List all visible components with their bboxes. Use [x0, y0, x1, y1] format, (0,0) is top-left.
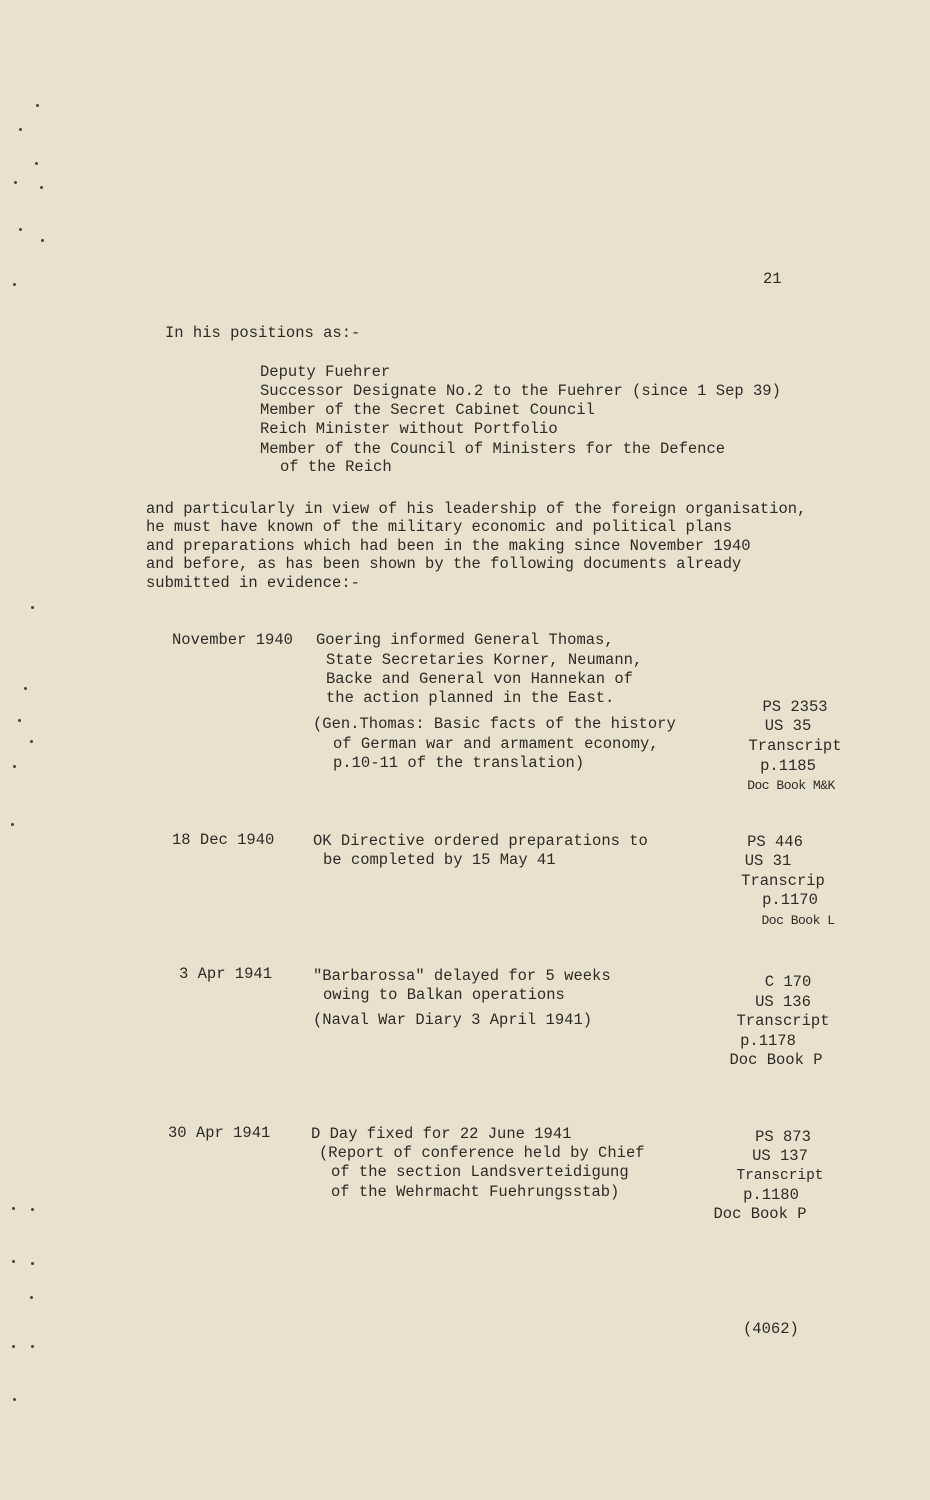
margin-speck	[40, 186, 43, 189]
margin-speck	[13, 283, 16, 286]
paragraph-line: and particularly in view of his leadership of the foreign organisation,	[146, 500, 807, 518]
margin-speck	[31, 606, 34, 609]
margin-speck	[12, 1207, 15, 1210]
margin-speck	[19, 128, 22, 131]
entry-date: 30 Apr 1941	[168, 1124, 271, 1142]
doc-ref: Doc Book M&K	[747, 778, 835, 793]
entry-text: Goering informed General Thomas,	[316, 631, 614, 649]
doc-ref: p.1180	[743, 1186, 799, 1204]
margin-speck	[31, 1345, 34, 1348]
doc-ref: US 35	[764, 717, 812, 735]
margin-speck	[14, 181, 17, 184]
doc-ref: Doc Book L	[761, 913, 835, 928]
position-item: Reich Minister without Portfolio	[260, 420, 558, 438]
paragraph-line: submitted in evidence:-	[146, 574, 360, 592]
position-item: Deputy Fuehrer	[260, 363, 391, 381]
doc-ref: Transcrip	[741, 872, 825, 890]
footer-code: (4062)	[743, 1320, 799, 1338]
margin-speck	[30, 740, 33, 743]
entry-source: of the section Landsverteidigung	[331, 1163, 629, 1181]
doc-ref: US 136	[755, 993, 811, 1011]
margin-speck	[18, 719, 21, 722]
margin-speck	[24, 687, 27, 690]
entry-source: of German war and armament economy,	[333, 735, 659, 753]
position-item: Member of the Secret Cabinet Council	[260, 401, 595, 419]
entry-text: the action planned in the East.	[326, 689, 615, 707]
page-number: 21	[763, 270, 782, 288]
entry-text: Backe and General von Hannekan of	[326, 670, 633, 688]
paragraph-line: he must have known of the military economic and political plans	[146, 518, 732, 536]
position-item: Member of the Council of Ministers for the Defence	[260, 440, 726, 458]
entry-text: OK Directive ordered preparations to	[313, 832, 648, 850]
entry-date: 3 Apr 1941	[179, 965, 273, 983]
position-item-continued: of the Reich	[280, 458, 392, 476]
intro-line: In his positions as:-	[165, 324, 361, 342]
entry-source: p.10-11 of the translation)	[333, 754, 585, 772]
margin-speck	[36, 104, 39, 107]
doc-ref: Transcript	[736, 1168, 824, 1184]
entry-text: be completed by 15 May 41	[323, 851, 556, 869]
position-item: Successor Designate No.2 to the Fuehrer (since 1 Sep 39)	[260, 382, 781, 400]
paragraph-line: and preparations which had been in the making since November 1940	[146, 537, 751, 555]
margin-speck	[13, 1398, 16, 1401]
doc-ref: PS 873	[755, 1128, 811, 1146]
doc-ref: p.1178	[740, 1032, 796, 1050]
doc-ref: Doc Book P	[729, 1051, 823, 1069]
margin-speck	[31, 1262, 34, 1265]
doc-ref: US 31	[744, 852, 792, 870]
doc-ref: C 170	[764, 973, 812, 991]
entry-source: (Report of conference held by Chief	[319, 1144, 645, 1162]
margin-speck	[31, 1208, 34, 1211]
margin-speck	[19, 228, 22, 231]
doc-ref: US 137	[752, 1147, 808, 1165]
margin-speck	[11, 823, 14, 826]
doc-ref: Transcript	[736, 1012, 830, 1030]
entry-date: 18 Dec 1940	[172, 831, 275, 849]
entry-text: D Day fixed for 22 June 1941	[311, 1125, 572, 1143]
margin-speck	[30, 1296, 33, 1299]
margin-speck	[12, 1260, 15, 1263]
doc-ref: p.1170	[762, 891, 818, 909]
doc-ref: PS 2353	[762, 698, 828, 716]
margin-speck	[35, 162, 38, 165]
margin-speck	[13, 765, 16, 768]
entry-source: (Naval War Diary 3 April 1941)	[313, 1011, 593, 1029]
doc-ref: PS 446	[747, 833, 803, 851]
entry-text: owing to Balkan operations	[323, 986, 565, 1004]
paragraph-line: and before, as has been shown by the following documents already	[146, 555, 742, 573]
margin-speck	[41, 239, 44, 242]
doc-ref: Doc Book P	[713, 1205, 807, 1223]
entry-text: State Secretaries Korner, Neumann,	[326, 651, 643, 669]
doc-ref: Transcript	[748, 737, 842, 755]
entry-text: "Barbarossa" delayed for 5 weeks	[313, 967, 611, 985]
entry-date: November 1940	[172, 631, 293, 649]
margin-speck	[12, 1345, 15, 1348]
entry-source: (Gen.Thomas: Basic facts of the history	[313, 715, 676, 733]
doc-ref: p.1185	[760, 757, 816, 775]
entry-source: of the Wehrmacht Fuehrungsstab)	[331, 1183, 620, 1201]
